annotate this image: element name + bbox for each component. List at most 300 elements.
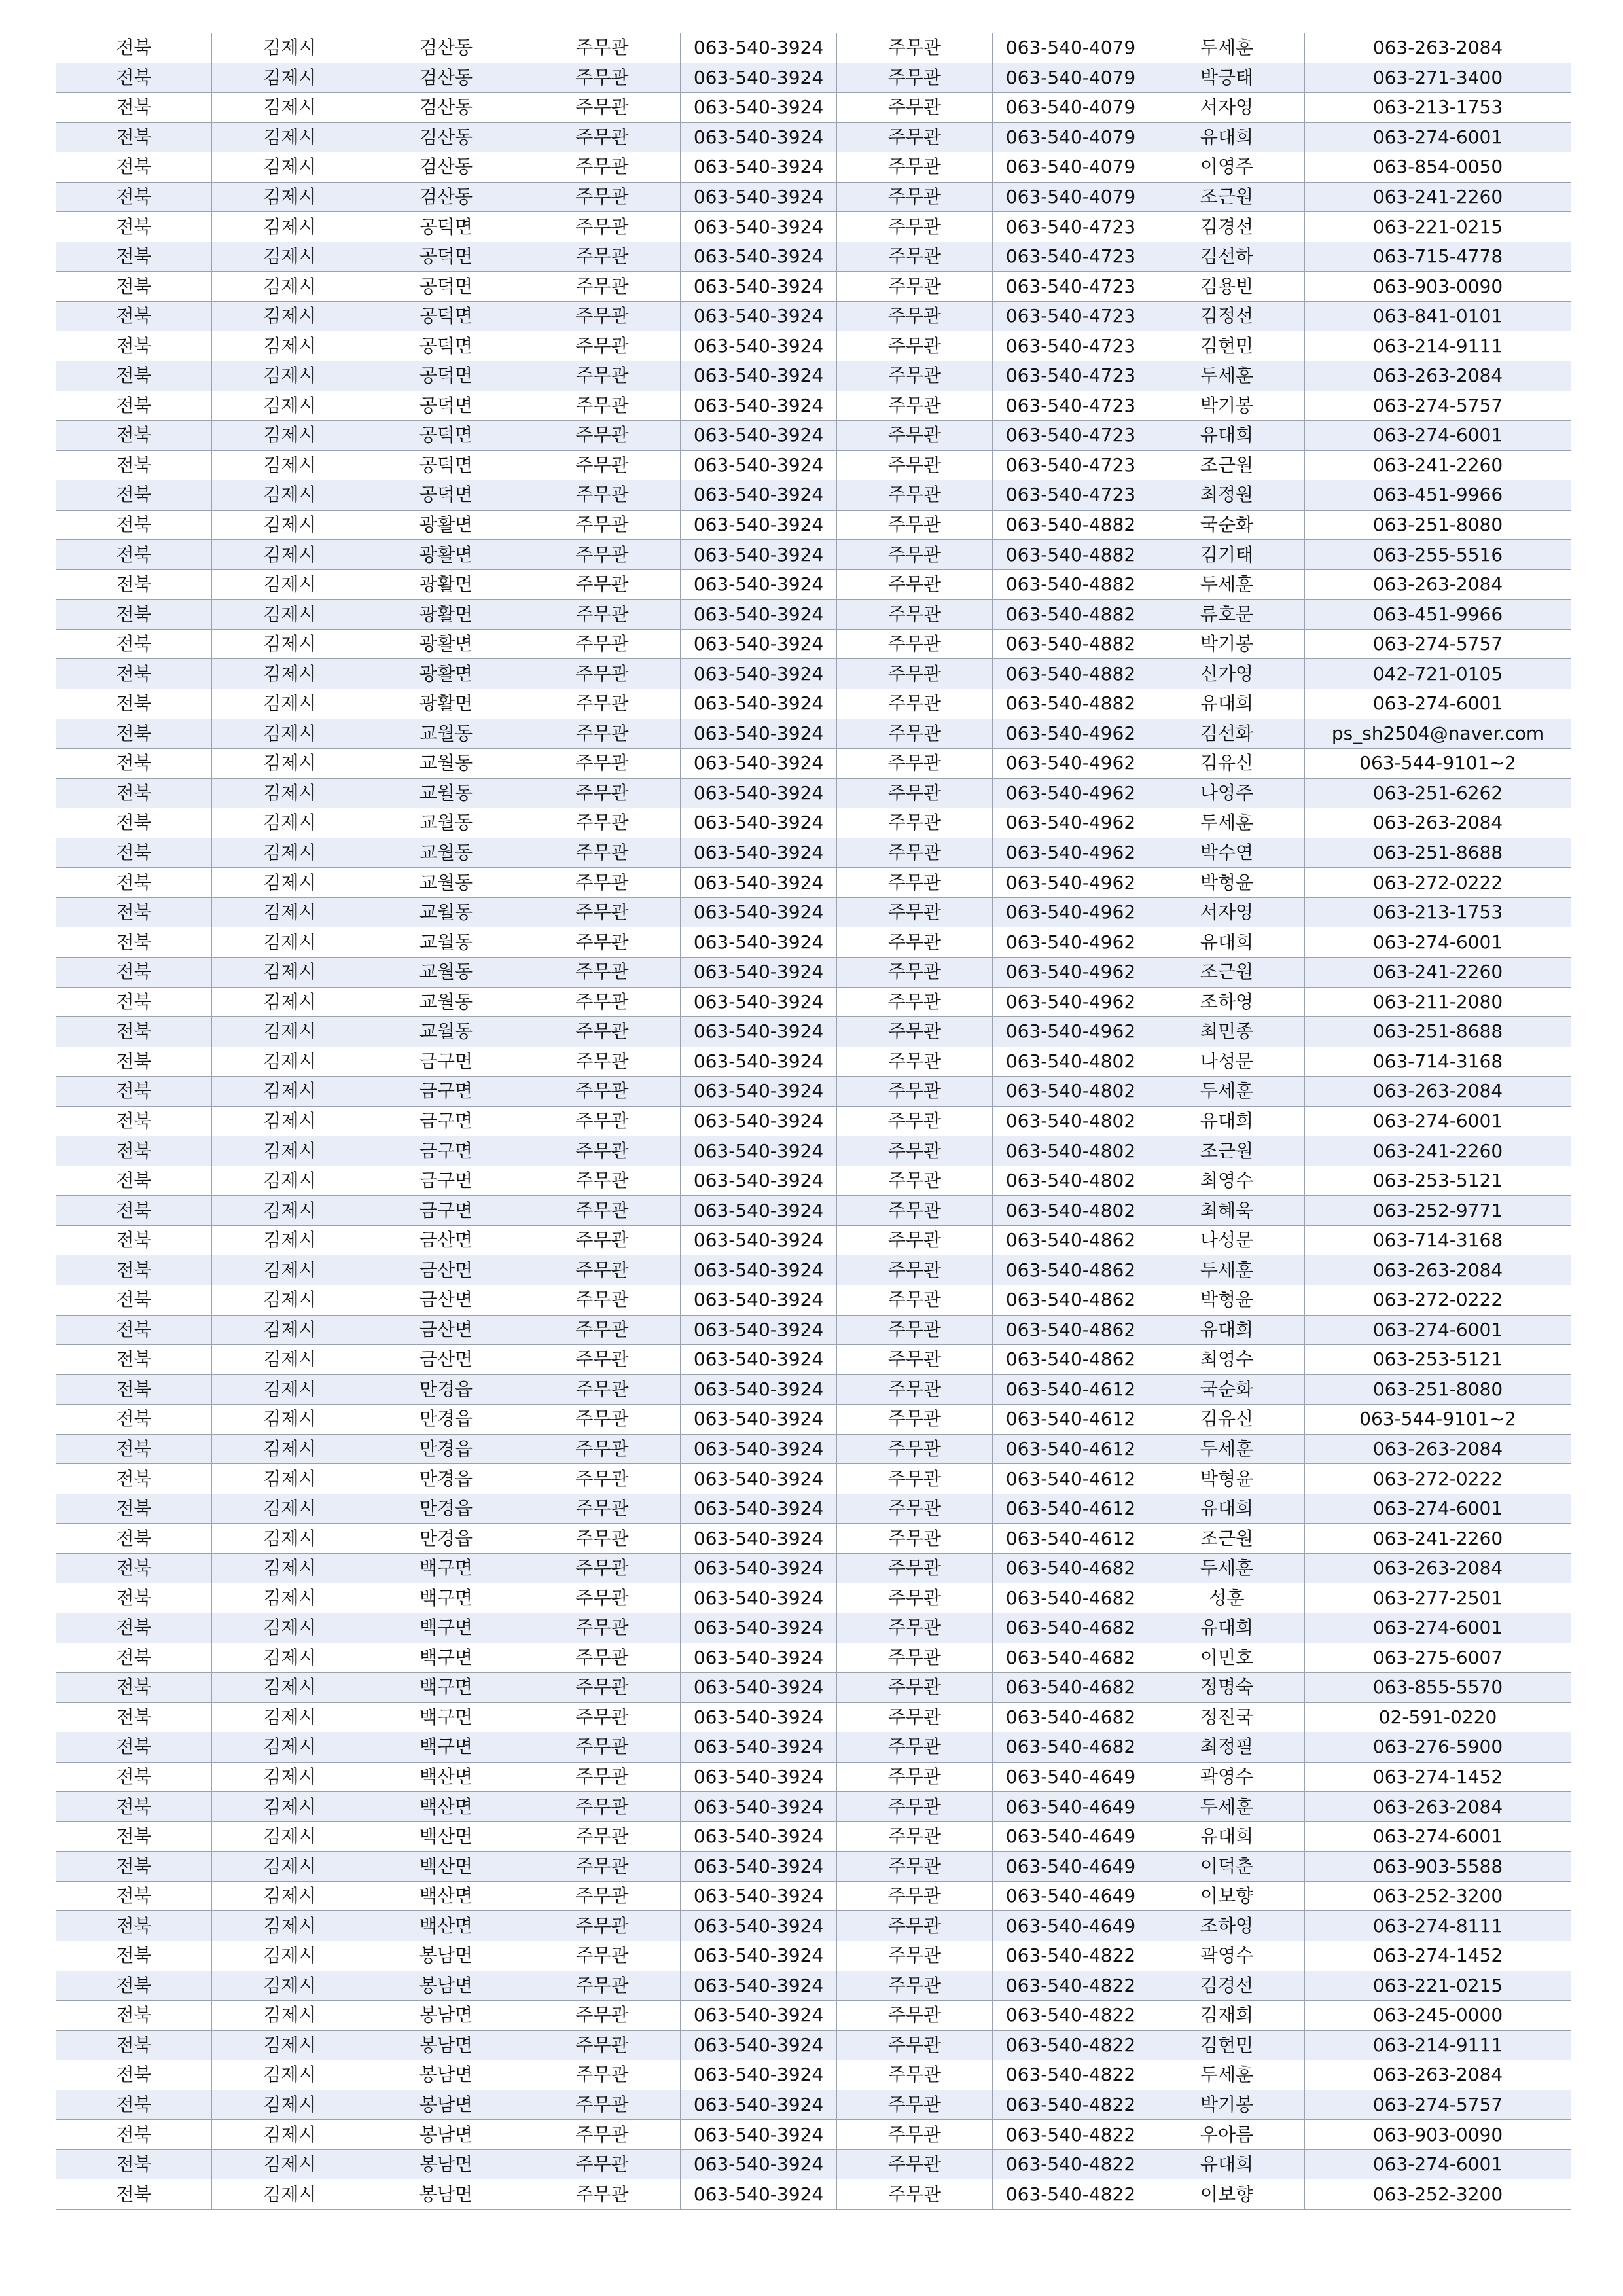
table-row [56,391,1571,421]
cell-officer-2: 주무관 [837,1911,993,1941]
cell-district: 교월동 [368,927,524,958]
cell-city: 김제시 [212,1553,368,1583]
cell-contact-phone: 063-211-2080 [1305,987,1571,1017]
cell-officer-2: 주무관 [837,122,993,152]
cell-officer-2: 주무관 [837,927,993,958]
cell-contact-name: 최정필 [1149,1732,1305,1763]
cell-district: 만경읍 [368,1434,524,1464]
cell-phone-2: 063-540-4723 [993,212,1149,242]
cell-phone-2: 063-540-4723 [993,391,1149,421]
cell-contact-name: 김유신 [1149,749,1305,779]
cell-officer-1: 주무관 [524,182,681,212]
cell-officer-1: 주무관 [524,63,681,93]
cell-region: 전북 [56,1792,212,1822]
table-row [56,1762,1571,1792]
cell-phone-2: 063-540-4882 [993,569,1149,600]
cell-city: 김제시 [212,212,368,242]
cell-region: 전북 [56,927,212,958]
cell-officer-1: 주무관 [524,2120,681,2150]
cell-district: 검산동 [368,182,524,212]
cell-city: 김제시 [212,838,368,868]
cell-phone-1: 063-540-3924 [681,1852,837,1882]
cell-contact-name: 정진국 [1149,1702,1305,1732]
cell-contact-phone: 063-241-2260 [1305,182,1571,212]
cell-region: 전북 [56,2090,212,2120]
cell-phone-1: 063-540-3924 [681,927,837,958]
cell-officer-1: 주무관 [524,2001,681,2031]
cell-contact-name: 박기봉 [1149,2090,1305,2120]
cell-contact-phone: 063-251-8080 [1305,1374,1571,1405]
cell-contact-name: 김현민 [1149,2030,1305,2060]
contact-table [56,33,1571,2210]
cell-phone-2: 063-540-4649 [993,1792,1149,1822]
cell-officer-2: 주무관 [837,2030,993,2060]
table-row [56,957,1571,987]
cell-phone-2: 063-540-4822 [993,2149,1149,2179]
cell-phone-2: 063-540-4723 [993,242,1149,272]
table-row [56,1136,1571,1166]
cell-city: 김제시 [212,1792,368,1822]
cell-officer-2: 주무관 [837,1345,993,1375]
cell-officer-1: 주무관 [524,450,681,480]
table-row [56,1166,1571,1196]
cell-contact-phone: 063-263-2084 [1305,1077,1571,1107]
cell-officer-2: 주무관 [837,1643,993,1673]
cell-contact-name: 두세훈 [1149,1553,1305,1583]
cell-district: 교월동 [368,778,524,808]
cell-contact-phone: 063-241-2260 [1305,957,1571,987]
cell-city: 김제시 [212,1941,368,1971]
cell-contact-phone: 063-715-4778 [1305,242,1571,272]
cell-officer-2: 주무관 [837,242,993,272]
cell-officer-1: 주무관 [524,1225,681,1255]
cell-phone-2: 063-540-4882 [993,659,1149,689]
cell-officer-2: 주무관 [837,957,993,987]
cell-officer-2: 주무관 [837,1524,993,1554]
cell-city: 김제시 [212,33,368,63]
cell-region: 전북 [56,182,212,212]
cell-phone-2: 063-540-4079 [993,33,1149,63]
cell-region: 전북 [56,331,212,361]
cell-phone-1: 063-540-3924 [681,778,837,808]
cell-district: 공덕면 [368,242,524,272]
table-row [56,1374,1571,1405]
cell-officer-2: 주무관 [837,1702,993,1732]
cell-city: 김제시 [212,2060,368,2090]
cell-contact-phone: 063-714-3168 [1305,1225,1571,1255]
table-row [56,1345,1571,1375]
cell-region: 전북 [56,2149,212,2179]
cell-officer-2: 주무관 [837,1255,993,1285]
table-row [56,1524,1571,1554]
cell-officer-2: 주무관 [837,331,993,361]
cell-phone-1: 063-540-3924 [681,1971,837,2001]
table-row [56,212,1571,242]
cell-officer-2: 주무관 [837,778,993,808]
cell-region: 전북 [56,152,212,183]
cell-phone-2: 063-540-4962 [993,778,1149,808]
table-row [56,63,1571,93]
cell-phone-1: 063-540-3924 [681,1434,837,1464]
cell-phone-1: 063-540-3924 [681,1732,837,1763]
cell-phone-2: 063-540-4649 [993,1821,1149,1852]
cell-phone-2: 063-540-4682 [993,1673,1149,1703]
cell-district: 만경읍 [368,1494,524,1524]
table-row [56,1583,1571,1613]
cell-officer-2: 주무관 [837,569,993,600]
cell-officer-1: 주무관 [524,1106,681,1136]
cell-city: 김제시 [212,2149,368,2179]
cell-officer-2: 주무관 [837,272,993,302]
cell-city: 김제시 [212,510,368,540]
table-row [56,1553,1571,1583]
cell-officer-2: 주무관 [837,1494,993,1524]
cell-officer-2: 주무관 [837,600,993,630]
table-row [56,1285,1571,1315]
cell-district: 만경읍 [368,1524,524,1554]
cell-contact-name: 두세훈 [1149,2060,1305,2090]
cell-region: 전북 [56,808,212,838]
cell-phone-2: 063-540-4649 [993,1881,1149,1911]
cell-city: 김제시 [212,1524,368,1554]
cell-district: 검산동 [368,63,524,93]
cell-officer-1: 주무관 [524,1405,681,1435]
cell-district: 교월동 [368,1017,524,1047]
cell-contact-phone: 063-213-1753 [1305,93,1571,123]
cell-contact-phone: 063-903-0090 [1305,2120,1571,2150]
cell-phone-2: 063-540-4612 [993,1374,1149,1405]
cell-phone-1: 063-540-3924 [681,569,837,600]
cell-region: 전북 [56,2030,212,2060]
cell-officer-1: 주무관 [524,1047,681,1077]
table-row [56,1732,1571,1763]
cell-officer-2: 주무관 [837,1613,993,1643]
cell-city: 김제시 [212,778,368,808]
cell-officer-1: 주무관 [524,510,681,540]
table-row [56,1852,1571,1882]
cell-officer-1: 주무관 [524,897,681,927]
cell-phone-1: 063-540-3924 [681,808,837,838]
cell-contact-name: 김현민 [1149,331,1305,361]
cell-region: 전북 [56,1911,212,1941]
cell-contact-phone: 063-272-0222 [1305,1464,1571,1494]
cell-phone-1: 063-540-3924 [681,331,837,361]
cell-officer-1: 주무관 [524,868,681,898]
cell-phone-1: 063-540-3924 [681,987,837,1017]
cell-phone-2: 063-540-4723 [993,272,1149,302]
cell-contact-phone: 063-274-6001 [1305,2149,1571,2179]
table-row [56,1047,1571,1077]
cell-contact-phone: 063-263-2084 [1305,569,1571,600]
cell-city: 김제시 [212,1971,368,2001]
cell-region: 전북 [56,1494,212,1524]
cell-contact-phone: 063-274-6001 [1305,1613,1571,1643]
cell-contact-name: 조근원 [1149,1136,1305,1166]
cell-city: 김제시 [212,1166,368,1196]
cell-officer-2: 주무관 [837,868,993,898]
cell-contact-phone: 063-213-1753 [1305,897,1571,927]
cell-region: 전북 [56,778,212,808]
cell-city: 김제시 [212,480,368,511]
cell-officer-1: 주무관 [524,600,681,630]
cell-officer-1: 주무관 [524,1941,681,1971]
cell-phone-1: 063-540-3924 [681,1225,837,1255]
cell-phone-2: 063-540-4682 [993,1732,1149,1763]
cell-officer-1: 주무관 [524,480,681,511]
cell-city: 김제시 [212,600,368,630]
cell-city: 김제시 [212,1852,368,1882]
cell-region: 전북 [56,1017,212,1047]
cell-phone-2: 063-540-4882 [993,540,1149,570]
cell-region: 전북 [56,838,212,868]
cell-phone-1: 063-540-3924 [681,1285,837,1315]
cell-district: 금구면 [368,1166,524,1196]
cell-officer-2: 주무관 [837,540,993,570]
cell-phone-1: 063-540-3924 [681,1315,837,1345]
cell-phone-1: 063-540-3924 [681,540,837,570]
cell-region: 전북 [56,1971,212,2001]
cell-phone-2: 063-540-4079 [993,152,1149,183]
cell-phone-1: 063-540-3924 [681,2090,837,2120]
table-row [56,2090,1571,2120]
cell-officer-2: 주무관 [837,1106,993,1136]
cell-officer-2: 주무관 [837,897,993,927]
cell-region: 전북 [56,1434,212,1464]
cell-city: 김제시 [212,1643,368,1673]
cell-officer-1: 주무관 [524,1553,681,1583]
cell-city: 김제시 [212,93,368,123]
table-row [56,897,1571,927]
cell-officer-2: 주무관 [837,838,993,868]
table-row [56,808,1571,838]
table-row [56,421,1571,451]
cell-officer-1: 주무관 [524,1374,681,1405]
cell-officer-1: 주무관 [524,808,681,838]
cell-officer-1: 주무관 [524,957,681,987]
cell-phone-1: 063-540-3924 [681,212,837,242]
cell-officer-2: 주무관 [837,719,993,749]
cell-officer-2: 주무관 [837,152,993,183]
cell-district: 금구면 [368,1136,524,1166]
cell-contact-phone: 063-251-6262 [1305,778,1571,808]
cell-city: 김제시 [212,391,368,421]
cell-district: 교월동 [368,987,524,1017]
cell-city: 김제시 [212,749,368,779]
cell-district: 봉남면 [368,2090,524,2120]
cell-phone-2: 063-540-4682 [993,1553,1149,1583]
cell-officer-1: 주무관 [524,1762,681,1792]
cell-officer-2: 주무관 [837,1881,993,1911]
cell-phone-1: 063-540-3924 [681,2120,837,2150]
table-row [56,987,1571,1017]
cell-region: 전북 [56,1852,212,1882]
cell-city: 김제시 [212,1225,368,1255]
table-row [56,510,1571,540]
cell-contact-phone: 063-214-9111 [1305,331,1571,361]
cell-phone-2: 063-540-4612 [993,1524,1149,1554]
cell-phone-1: 063-540-3924 [681,1881,837,1911]
cell-phone-1: 063-540-3924 [681,1821,837,1852]
cell-contact-phone: 063-252-9771 [1305,1196,1571,1226]
cell-region: 전북 [56,1405,212,1435]
cell-contact-name: 유대희 [1149,689,1305,719]
cell-officer-1: 주무관 [524,1852,681,1882]
cell-phone-1: 063-540-3924 [681,897,837,927]
cell-contact-phone: 063-255-5516 [1305,540,1571,570]
cell-contact-name: 최영수 [1149,1166,1305,1196]
cell-contact-phone: 063-241-2260 [1305,450,1571,480]
cell-contact-name: 유대희 [1149,2149,1305,2179]
cell-contact-phone: 063-277-2501 [1305,1583,1571,1613]
cell-region: 전북 [56,987,212,1017]
cell-phone-1: 063-540-3924 [681,272,837,302]
cell-officer-1: 주무관 [524,421,681,451]
cell-phone-2: 063-540-4723 [993,450,1149,480]
cell-contact-phone: 063-274-5757 [1305,629,1571,659]
cell-contact-name: 곽영수 [1149,1762,1305,1792]
cell-contact-name: 김선화 [1149,719,1305,749]
cell-contact-phone: 063-263-2084 [1305,33,1571,63]
cell-officer-2: 주무관 [837,1583,993,1613]
cell-phone-1: 063-540-3924 [681,659,837,689]
cell-officer-1: 주무관 [524,1911,681,1941]
cell-district: 금산면 [368,1225,524,1255]
cell-phone-2: 063-540-4822 [993,2179,1149,2210]
cell-district: 봉남면 [368,2120,524,2150]
cell-district: 광활면 [368,600,524,630]
cell-city: 김제시 [212,1374,368,1405]
cell-contact-name: 최혜욱 [1149,1196,1305,1226]
cell-region: 전북 [56,1255,212,1285]
table-row [56,600,1571,630]
cell-contact-name: 유대희 [1149,1821,1305,1852]
table-row [56,1225,1571,1255]
cell-city: 김제시 [212,2001,368,2031]
cell-phone-1: 063-540-3924 [681,719,837,749]
cell-phone-1: 063-540-3924 [681,122,837,152]
cell-contact-name: 류호문 [1149,600,1305,630]
cell-contact-phone: 063-274-6001 [1305,1106,1571,1136]
cell-officer-1: 주무관 [524,1673,681,1703]
cell-contact-name: 나영주 [1149,778,1305,808]
cell-contact-name: 최정원 [1149,480,1305,511]
cell-region: 전북 [56,1673,212,1703]
cell-officer-2: 주무관 [837,2179,993,2210]
cell-officer-1: 주무관 [524,1285,681,1315]
cell-city: 김제시 [212,1494,368,1524]
cell-officer-1: 주무관 [524,1077,681,1107]
cell-region: 전북 [56,569,212,600]
cell-officer-2: 주무관 [837,1166,993,1196]
cell-contact-phone: 063-274-6001 [1305,421,1571,451]
cell-district: 교월동 [368,719,524,749]
cell-district: 광활면 [368,510,524,540]
cell-officer-1: 주무관 [524,1136,681,1166]
cell-officer-2: 주무관 [837,2120,993,2150]
cell-officer-1: 주무관 [524,749,681,779]
cell-officer-1: 주무관 [524,1583,681,1613]
cell-phone-2: 063-540-4723 [993,421,1149,451]
cell-contact-phone: 063-214-9111 [1305,2030,1571,2060]
cell-city: 김제시 [212,272,368,302]
cell-phone-2: 063-540-4682 [993,1643,1149,1673]
cell-phone-2: 063-540-4649 [993,1762,1149,1792]
table-row [56,1077,1571,1107]
cell-city: 김제시 [212,2120,368,2150]
cell-contact-phone: 063-263-2084 [1305,2060,1571,2090]
cell-city: 김제시 [212,1285,368,1315]
table-row [56,2001,1571,2031]
cell-region: 전북 [56,1077,212,1107]
cell-phone-1: 063-540-3924 [681,957,837,987]
cell-district: 공덕면 [368,391,524,421]
cell-phone-1: 063-540-3924 [681,868,837,898]
cell-district: 금산면 [368,1285,524,1315]
cell-phone-2: 063-540-4822 [993,1971,1149,2001]
cell-phone-1: 063-540-3924 [681,749,837,779]
cell-region: 전북 [56,480,212,511]
cell-region: 전북 [56,1583,212,1613]
cell-officer-1: 주무관 [524,1345,681,1375]
cell-contact-phone: 063-241-2260 [1305,1136,1571,1166]
cell-phone-2: 063-540-4962 [993,1017,1149,1047]
table-row [56,1971,1571,2001]
cell-contact-phone: 063-253-5121 [1305,1345,1571,1375]
cell-region: 전북 [56,2060,212,2090]
cell-contact-name: 이민호 [1149,1643,1305,1673]
cell-region: 전북 [56,1225,212,1255]
cell-phone-2: 063-540-4612 [993,1434,1149,1464]
cell-phone-2: 063-540-4079 [993,63,1149,93]
cell-phone-1: 063-540-3924 [681,1911,837,1941]
cell-contact-name: 김경선 [1149,1971,1305,2001]
cell-phone-2: 063-540-4862 [993,1285,1149,1315]
cell-region: 전북 [56,1881,212,1911]
cell-city: 김제시 [212,1315,368,1345]
cell-region: 전북 [56,1762,212,1792]
cell-officer-1: 주무관 [524,391,681,421]
cell-officer-2: 주무관 [837,1762,993,1792]
cell-contact-name: 이영주 [1149,152,1305,183]
cell-phone-2: 063-540-4882 [993,689,1149,719]
cell-contact-name: 박형윤 [1149,868,1305,898]
cell-phone-2: 063-540-4723 [993,331,1149,361]
cell-region: 전북 [56,93,212,123]
cell-phone-1: 063-540-3924 [681,1464,837,1494]
table-row [56,1464,1571,1494]
cell-phone-1: 063-540-3924 [681,1583,837,1613]
cell-contact-phone: 063-903-5588 [1305,1852,1571,1882]
cell-district: 광활면 [368,659,524,689]
cell-city: 김제시 [212,1017,368,1047]
cell-officer-1: 주무관 [524,2149,681,2179]
cell-phone-1: 063-540-3924 [681,600,837,630]
table-row [56,1434,1571,1464]
cell-phone-2: 063-540-4649 [993,1911,1149,1941]
cell-contact-name: 유대희 [1149,421,1305,451]
cell-region: 전북 [56,1464,212,1494]
cell-phone-2: 063-540-4802 [993,1106,1149,1136]
cell-region: 전북 [56,689,212,719]
cell-contact-name: 국순화 [1149,510,1305,540]
cell-region: 전북 [56,421,212,451]
cell-phone-2: 063-540-4079 [993,93,1149,123]
cell-region: 전북 [56,361,212,391]
cell-contact-phone: 063-251-8688 [1305,1017,1571,1047]
cell-region: 전북 [56,1196,212,1226]
cell-phone-1: 063-540-3924 [681,450,837,480]
cell-phone-1: 063-540-3924 [681,1405,837,1435]
